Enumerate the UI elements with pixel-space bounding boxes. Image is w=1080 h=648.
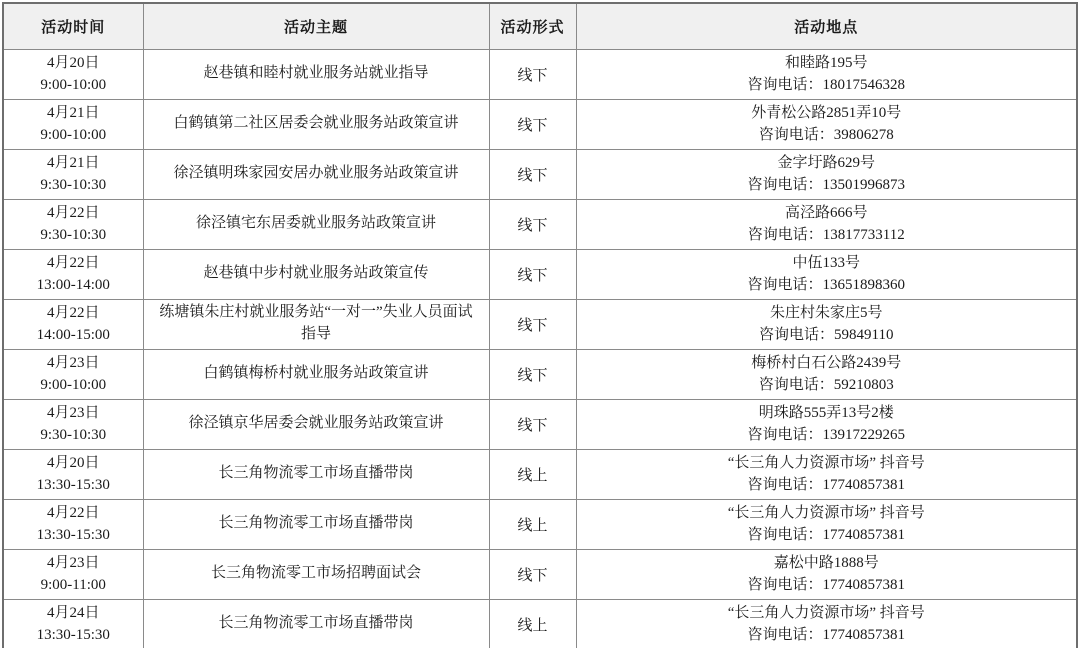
activity-time-cell [3, 149, 143, 199]
activity-location-cell [576, 449, 1077, 499]
table-row [3, 349, 1077, 399]
activity-phone: 咨询电话：13817733112 [747, 227, 905, 243]
activity-location-cell [576, 249, 1077, 299]
activity-theme-cell [143, 49, 489, 99]
activity-date: 4月20日 [46, 454, 100, 471]
activity-theme-cell [143, 599, 489, 648]
activity-hours: 9:30-10:30 [40, 227, 107, 243]
activity-date: 4月22日 [46, 504, 100, 521]
activity-location-cell [576, 149, 1077, 199]
activity-date: 4月22日 [46, 204, 100, 221]
activity-location-cell [576, 49, 1077, 99]
activity-theme-cell [143, 249, 489, 299]
activity-location-cell [576, 549, 1077, 599]
activity-theme: 长三角物流零工市场直播带岗 [218, 615, 414, 632]
activity-theme: 徐泾镇京华居委会就业服务站政策宣讲 [188, 415, 444, 432]
activity-date: 4月23日 [46, 354, 100, 371]
activity-hours: 9:00-10:00 [40, 377, 107, 393]
activity-address: 中伍133号 [792, 254, 860, 271]
activity-hours: 13:30-15:30 [36, 627, 110, 643]
activity-address: 外青松公路2851弄10号 [751, 104, 902, 121]
activity-theme-cell [143, 149, 489, 199]
activity-date: 4月22日 [46, 254, 100, 271]
activity-time-cell [3, 499, 143, 549]
activity-location-cell [576, 199, 1077, 249]
activity-time-cell [3, 399, 143, 449]
activity-theme: 赵巷镇和睦村就业服务站就业指导 [203, 65, 429, 82]
activity-location-cell [576, 499, 1077, 549]
column-header-activity-time: 活动时间 [3, 3, 143, 49]
activity-date: 4月23日 [46, 404, 100, 421]
activity-format-cell: 线上 [489, 599, 576, 648]
activity-address: 朱庄村朱家庄5号 [769, 304, 883, 321]
activity-format-cell: 线下 [489, 249, 576, 299]
activity-phone: 咨询电话：17740857381 [747, 477, 905, 493]
activity-time-cell [3, 99, 143, 149]
column-header-activity-location: 活动地点 [576, 3, 1077, 49]
activity-hours: 9:30-10:30 [40, 427, 107, 443]
table-row [3, 49, 1077, 99]
activity-schedule-table [2, 2, 1078, 648]
table-row [3, 299, 1077, 349]
column-header-activity-format: 活动形式 [489, 3, 576, 49]
activity-theme: 徐泾镇宅东居委就业服务站政策宣讲 [195, 215, 436, 232]
activity-hours: 9:00-11:00 [40, 577, 106, 593]
activity-theme: 长三角物流零工市场直播带岗 [218, 465, 414, 482]
table-row [3, 99, 1077, 149]
table-row [3, 549, 1077, 599]
column-header-activity-theme: 活动主题 [143, 3, 489, 49]
activity-time-cell [3, 549, 143, 599]
activity-hours: 9:30-10:30 [40, 177, 107, 193]
activity-theme: 赵巷镇中步村就业服务站政策宣传 [203, 265, 429, 282]
activity-phone: 咨询电话：18017546328 [747, 77, 905, 93]
activity-location-cell [576, 299, 1077, 349]
header-row [3, 3, 1077, 49]
table-row [3, 399, 1077, 449]
activity-address: 明珠路555弄13号2楼 [758, 404, 894, 421]
table-row [3, 499, 1077, 549]
activity-date: 4月21日 [46, 104, 100, 121]
activity-phone: 咨询电话：59849110 [759, 327, 894, 343]
activity-hours: 9:00-10:00 [40, 127, 107, 143]
activity-theme: 白鹤镇第二社区居委会就业服务站政策宣讲 [173, 115, 459, 132]
activity-phone: 咨询电话：17740857381 [747, 627, 905, 643]
activity-format-cell: 线下 [489, 99, 576, 149]
activity-location-cell [576, 99, 1077, 149]
activity-phone: 咨询电话：13917229265 [747, 427, 905, 443]
activity-theme: 白鹤镇梅桥村就业服务站政策宣讲 [203, 365, 429, 382]
table-row [3, 449, 1077, 499]
activity-theme-cell [143, 399, 489, 449]
activity-theme-cell [143, 299, 489, 349]
activity-hours: 13:30-15:30 [36, 477, 110, 493]
activity-time-cell [3, 249, 143, 299]
activity-theme-cell [143, 549, 489, 599]
activity-time-cell [3, 49, 143, 99]
activity-theme-cell [143, 99, 489, 149]
activity-address: “长三角人力资源市场” 抖音号 [727, 454, 925, 471]
activity-address: “长三角人力资源市场” 抖音号 [727, 504, 925, 521]
activity-address: “长三角人力资源市场” 抖音号 [727, 604, 925, 621]
activity-date: 4月24日 [46, 604, 100, 621]
activity-phone: 咨询电话：39806278 [758, 127, 894, 143]
activity-format-cell: 线下 [489, 199, 576, 249]
activity-location-cell [576, 399, 1077, 449]
table-row [3, 149, 1077, 199]
activity-hours: 9:00-10:00 [40, 77, 107, 93]
table-row [3, 599, 1077, 648]
activity-phone: 咨询电话：13651898360 [747, 277, 905, 293]
table-header [3, 3, 1077, 49]
activity-hours: 13:00-14:00 [36, 277, 110, 293]
activity-theme-cell [143, 349, 489, 399]
activity-time-cell [3, 599, 143, 648]
activity-format-cell: 线上 [489, 449, 576, 499]
activity-format-cell: 线下 [489, 149, 576, 199]
activity-phone: 咨询电话：17740857381 [747, 527, 905, 543]
activity-hours: 14:00-15:00 [36, 327, 110, 343]
activity-format-cell: 线下 [489, 549, 576, 599]
activity-theme: 长三角物流零工市场招聘面试会 [210, 565, 421, 582]
activity-address: 梅桥村白石公路2439号 [751, 354, 902, 371]
activity-time-cell [3, 449, 143, 499]
activity-date: 4月21日 [46, 154, 100, 171]
activity-address: 高泾路666号 [784, 204, 868, 221]
activity-theme: 练塘镇朱庄村就业服务站“一对一”失业人员面试指导 [159, 304, 473, 342]
activity-date: 4月20日 [46, 54, 100, 71]
table-body [3, 49, 1077, 648]
activity-time-cell [3, 199, 143, 249]
activity-location-cell [576, 349, 1077, 399]
table-row [3, 249, 1077, 299]
activity-phone: 咨询电话：17740857381 [747, 577, 905, 593]
activity-format-cell: 线上 [489, 499, 576, 549]
activity-address: 嘉松中路1888号 [773, 554, 879, 571]
activity-phone: 咨询电话：13501996873 [747, 177, 905, 193]
activity-address: 金字圩路629号 [777, 154, 875, 171]
activity-format-cell: 线下 [489, 349, 576, 399]
activity-theme-cell [143, 449, 489, 499]
table-row [3, 199, 1077, 249]
activity-theme-cell [143, 499, 489, 549]
activity-address: 和睦路195号 [784, 54, 868, 71]
activity-time-cell [3, 349, 143, 399]
activity-theme: 长三角物流零工市场直播带岗 [218, 515, 414, 532]
activity-date: 4月23日 [46, 554, 100, 571]
activity-theme-cell [143, 199, 489, 249]
activity-format-cell: 线下 [489, 399, 576, 449]
activity-format-cell: 线下 [489, 49, 576, 99]
activity-phone: 咨询电话：59210803 [758, 377, 894, 393]
activity-location-cell [576, 599, 1077, 648]
activity-time-cell [3, 299, 143, 349]
activity-date: 4月22日 [46, 304, 100, 321]
activity-format-cell: 线下 [489, 299, 576, 349]
activity-theme: 徐泾镇明珠家园安居办就业服务站政策宣讲 [173, 165, 459, 182]
activity-hours: 13:30-15:30 [36, 527, 110, 543]
